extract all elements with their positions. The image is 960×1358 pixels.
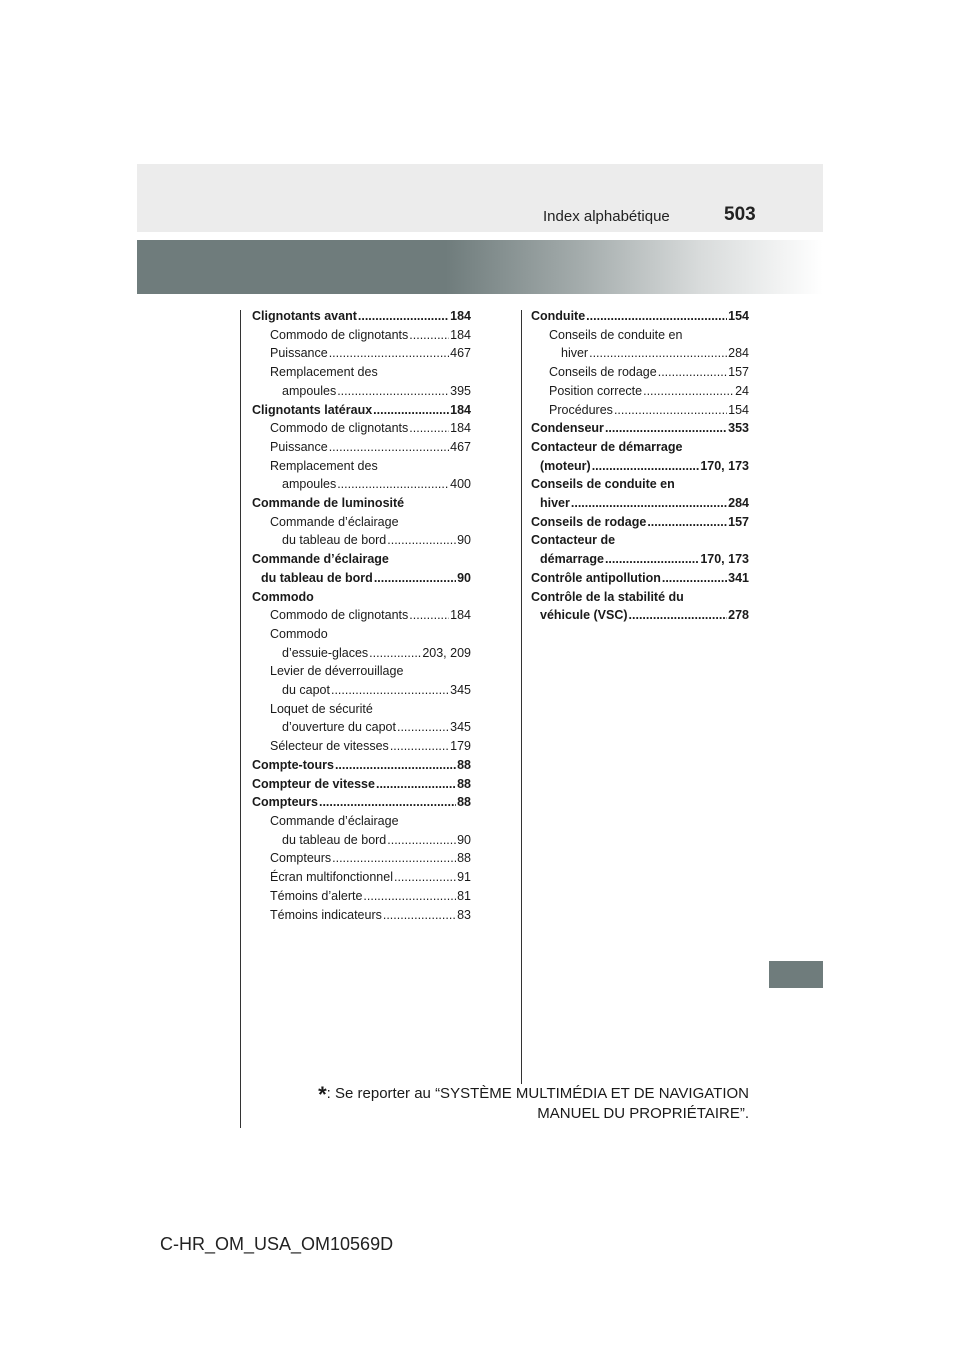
index-entry-page: 24: [735, 383, 749, 398]
index-entry-page: 88: [457, 795, 471, 810]
index-entry: [252, 344, 471, 363]
index-entry-text: Conseils de conduite en: [531, 477, 675, 492]
document-code: C-HR_OM_USA_OM10569D: [160, 1234, 394, 1254]
index-entry: [252, 644, 471, 663]
index-entry: [252, 831, 471, 850]
leader-dots: [662, 569, 727, 588]
index-entry-page: 170, 173: [700, 552, 749, 567]
index-entry-text: du capot: [282, 683, 330, 698]
index-entry-text: Clignotants avant: [252, 309, 357, 323]
leader-dots: [373, 401, 449, 420]
index-entry-text: véhicule (VSC): [540, 608, 628, 623]
index-entry-text: Commodo: [252, 589, 314, 604]
index-entry-text: Loquet de sécurité: [270, 701, 373, 716]
index-entry: [531, 457, 749, 476]
index-entry: [252, 588, 471, 607]
index-entry-text: Conseils de rodage: [531, 514, 647, 529]
header-band: [137, 164, 823, 232]
index-entry: [252, 868, 471, 887]
index-entry-text: Commande d’éclairage: [270, 813, 399, 828]
index-entry-page: 88: [457, 757, 471, 772]
index-entry-page: 91: [457, 870, 471, 885]
leader-dots: [589, 344, 727, 363]
index-entry: [252, 681, 471, 700]
index-entry: [531, 401, 749, 420]
index-entry-text: hiver: [561, 346, 589, 361]
index-entry-text: Commodo de clignotants: [270, 421, 409, 436]
index-column-right: [531, 307, 749, 625]
index-entry: [531, 438, 749, 457]
leader-dots: [363, 887, 456, 906]
index-column-left: [252, 307, 471, 924]
index-entry: [531, 382, 749, 401]
index-entry-text: Remplacement des: [270, 365, 378, 380]
index-entry: [531, 513, 749, 532]
index-entry: [252, 569, 471, 588]
leader-dots: [397, 718, 449, 737]
index-entry: [252, 419, 471, 438]
index-entry-text: Écran multifonctionnel: [270, 870, 393, 885]
index-entry-text: du tableau de bord: [282, 832, 387, 847]
index-entry-text: Compteur de vitesse: [252, 776, 375, 791]
index-entry: [252, 606, 471, 625]
leader-dots: [614, 401, 727, 420]
leader-dots: [329, 344, 449, 363]
index-entry: [252, 475, 471, 494]
index-entry-text: Position correcte: [549, 383, 643, 398]
index-entry: [252, 737, 471, 756]
gradient-bar: [137, 240, 823, 294]
index-entry-text: (moteur): [540, 458, 591, 473]
index-entry-text: Contacteur de démarrage: [531, 439, 683, 454]
index-entry: [252, 326, 471, 345]
footnote-line-1: : Se reporter au “SYSTÈME MULTIMÉDIA ET DE NAVIGATION: [326, 1085, 749, 1102]
index-entry-text: Témoins indicateurs: [270, 907, 382, 922]
index-entry: [252, 849, 471, 868]
index-entry-page: 278: [728, 608, 749, 623]
index-entry-page: 284: [728, 346, 749, 361]
index-entry: [252, 812, 471, 831]
index-entry: [531, 344, 749, 363]
index-entry: [252, 775, 471, 794]
leader-dots: [390, 737, 449, 756]
index-entry-page: 83: [457, 907, 471, 922]
index-entry-page: 184: [450, 309, 471, 323]
leader-dots: [571, 494, 727, 513]
index-entry-page: 90: [457, 533, 471, 548]
index-entry-page: 353: [728, 421, 749, 436]
leader-dots: [586, 307, 727, 326]
index-entry: [252, 457, 471, 476]
leader-dots: [337, 475, 449, 494]
leader-dots: [409, 326, 449, 345]
index-entry: [531, 569, 749, 588]
index-entry: [531, 419, 749, 438]
index-entry-page: 341: [728, 570, 749, 585]
index-entry-text: Compteurs: [270, 851, 332, 866]
index-entry-page: 157: [728, 365, 749, 380]
index-entry: [252, 906, 471, 925]
index-entry: [531, 588, 749, 607]
index-entry: [531, 307, 749, 326]
leader-dots: [387, 831, 456, 850]
middle-rule: [521, 310, 522, 1084]
index-entry: [252, 363, 471, 382]
index-entry-text: d’essuie-glaces: [282, 645, 369, 660]
index-entry-page: 345: [450, 683, 471, 698]
index-entry: [252, 307, 471, 326]
leader-dots: [605, 550, 699, 569]
index-entry: [531, 606, 749, 625]
index-entry: [531, 494, 749, 513]
index-entry-text: Conseils de conduite en: [549, 327, 683, 342]
index-entry-text: Commande d’éclairage: [252, 552, 389, 567]
index-entry: [252, 550, 471, 569]
index-entry-page: 90: [457, 832, 471, 847]
index-entry-page: 184: [450, 608, 471, 623]
index-entry-text: Contrôle de la stabilité du: [531, 589, 684, 604]
index-entry: [252, 625, 471, 644]
index-entry: [531, 326, 749, 345]
index-entry-page: 467: [450, 346, 471, 361]
leader-dots: [647, 513, 727, 532]
index-entry-text: Compte-tours: [252, 757, 334, 772]
leader-dots: [394, 868, 456, 887]
index-entry-text: Contacteur de: [531, 533, 616, 548]
index-entry-text: Compteurs: [252, 795, 318, 810]
leader-dots: [331, 681, 449, 700]
section-tab: [769, 961, 823, 988]
index-entry: [531, 531, 749, 550]
index-entry-page: 184: [450, 402, 471, 417]
leader-dots: [332, 849, 456, 868]
leader-dots: [387, 531, 456, 550]
leader-dots: [643, 382, 734, 401]
index-entry-page: 88: [457, 851, 471, 866]
index-entry: [252, 700, 471, 719]
index-entry: [252, 382, 471, 401]
leader-dots: [329, 438, 449, 457]
index-entry: [252, 662, 471, 681]
index-entry-text: Conduite: [531, 309, 586, 323]
index-entry-text: Levier de déverrouillage: [270, 664, 404, 679]
footnote-star: *: [318, 1082, 327, 1107]
leader-dots: [592, 457, 700, 476]
leader-dots: [376, 775, 456, 794]
index-entry-text: Procédures: [549, 402, 613, 417]
index-entry-text: Condenseur: [531, 421, 604, 436]
index-entry-page: 400: [450, 477, 471, 492]
leader-dots: [605, 419, 727, 438]
leader-dots: [658, 363, 727, 382]
index-entry-text: Puissance: [270, 346, 328, 361]
leader-dots: [369, 644, 421, 663]
index-entry-text: ampoules: [282, 477, 337, 492]
index-entry-page: 284: [728, 496, 749, 511]
index-entry-page: 395: [450, 383, 471, 398]
index-entry-text: Sélecteur de vitesses: [270, 739, 389, 754]
index-entry-page: 170, 173: [700, 458, 749, 473]
index-entry-text: Conseils de rodage: [549, 365, 657, 380]
index-entry-text: Contrôle antipollution: [531, 570, 661, 585]
index-entry-text: Commodo de clignotants: [270, 608, 409, 623]
index-entry: [252, 513, 471, 532]
leader-dots: [409, 419, 449, 438]
index-entry-page: 154: [728, 402, 749, 417]
left-rule: [240, 310, 241, 1128]
index-entry-page: 179: [450, 739, 471, 754]
index-entry-text: Témoins d’alerte: [270, 888, 363, 903]
page-number: 503: [724, 204, 756, 225]
index-entry-text: Commande d’éclairage: [270, 514, 399, 529]
leader-dots: [383, 906, 456, 925]
index-entry: [252, 438, 471, 457]
index-entry: [252, 887, 471, 906]
footnote: [249, 1084, 749, 1123]
index-entry: [531, 475, 749, 494]
index-entry-page: 184: [450, 421, 471, 436]
index-entry-text: Commodo: [270, 626, 328, 641]
index-entry: [531, 550, 749, 569]
leader-dots: [358, 307, 449, 326]
index-entry-page: 157: [728, 514, 749, 529]
section-title: Index alphabétique: [543, 208, 670, 225]
index-entry-text: ampoules: [282, 383, 337, 398]
index-entry-page: 154: [728, 309, 749, 323]
index-entry-text: Commande de luminosité: [252, 496, 405, 511]
leader-dots: [374, 569, 456, 588]
index-entry: [252, 793, 471, 812]
index-entry-page: 184: [450, 327, 471, 342]
leader-dots: [409, 606, 449, 625]
index-entry-text: Commodo de clignotants: [270, 327, 409, 342]
index-entry: [252, 494, 471, 513]
index-entry: [252, 756, 471, 775]
index-entry-page: 203, 209: [422, 645, 471, 660]
leader-dots: [319, 793, 456, 812]
index-entry-text: d’ouverture du capot: [282, 720, 396, 735]
index-entry-text: Puissance: [270, 439, 328, 454]
index-entry-text: Clignotants latéraux: [252, 402, 373, 417]
index-entry-page: 467: [450, 439, 471, 454]
index-entry-text: hiver: [540, 496, 570, 511]
index-entry-text: du tableau de bord: [261, 570, 373, 585]
index-entry-page: 90: [457, 570, 471, 585]
index-entry-page: 81: [457, 888, 471, 903]
index-entry-page: 345: [450, 720, 471, 735]
footnote-line-2: MANUEL DU PROPRIÉTAIRE”.: [537, 1105, 749, 1122]
index-entry-text: Remplacement des: [270, 458, 378, 473]
index-entry: [252, 718, 471, 737]
leader-dots: [629, 606, 728, 625]
index-entry-text: du tableau de bord: [282, 533, 387, 548]
index-entry-text: démarrage: [540, 552, 604, 567]
index-entry: [531, 363, 749, 382]
leader-dots: [337, 382, 449, 401]
leader-dots: [335, 756, 456, 775]
index-entry: [252, 401, 471, 420]
index-entry-page: 88: [457, 776, 471, 791]
index-entry: [252, 531, 471, 550]
